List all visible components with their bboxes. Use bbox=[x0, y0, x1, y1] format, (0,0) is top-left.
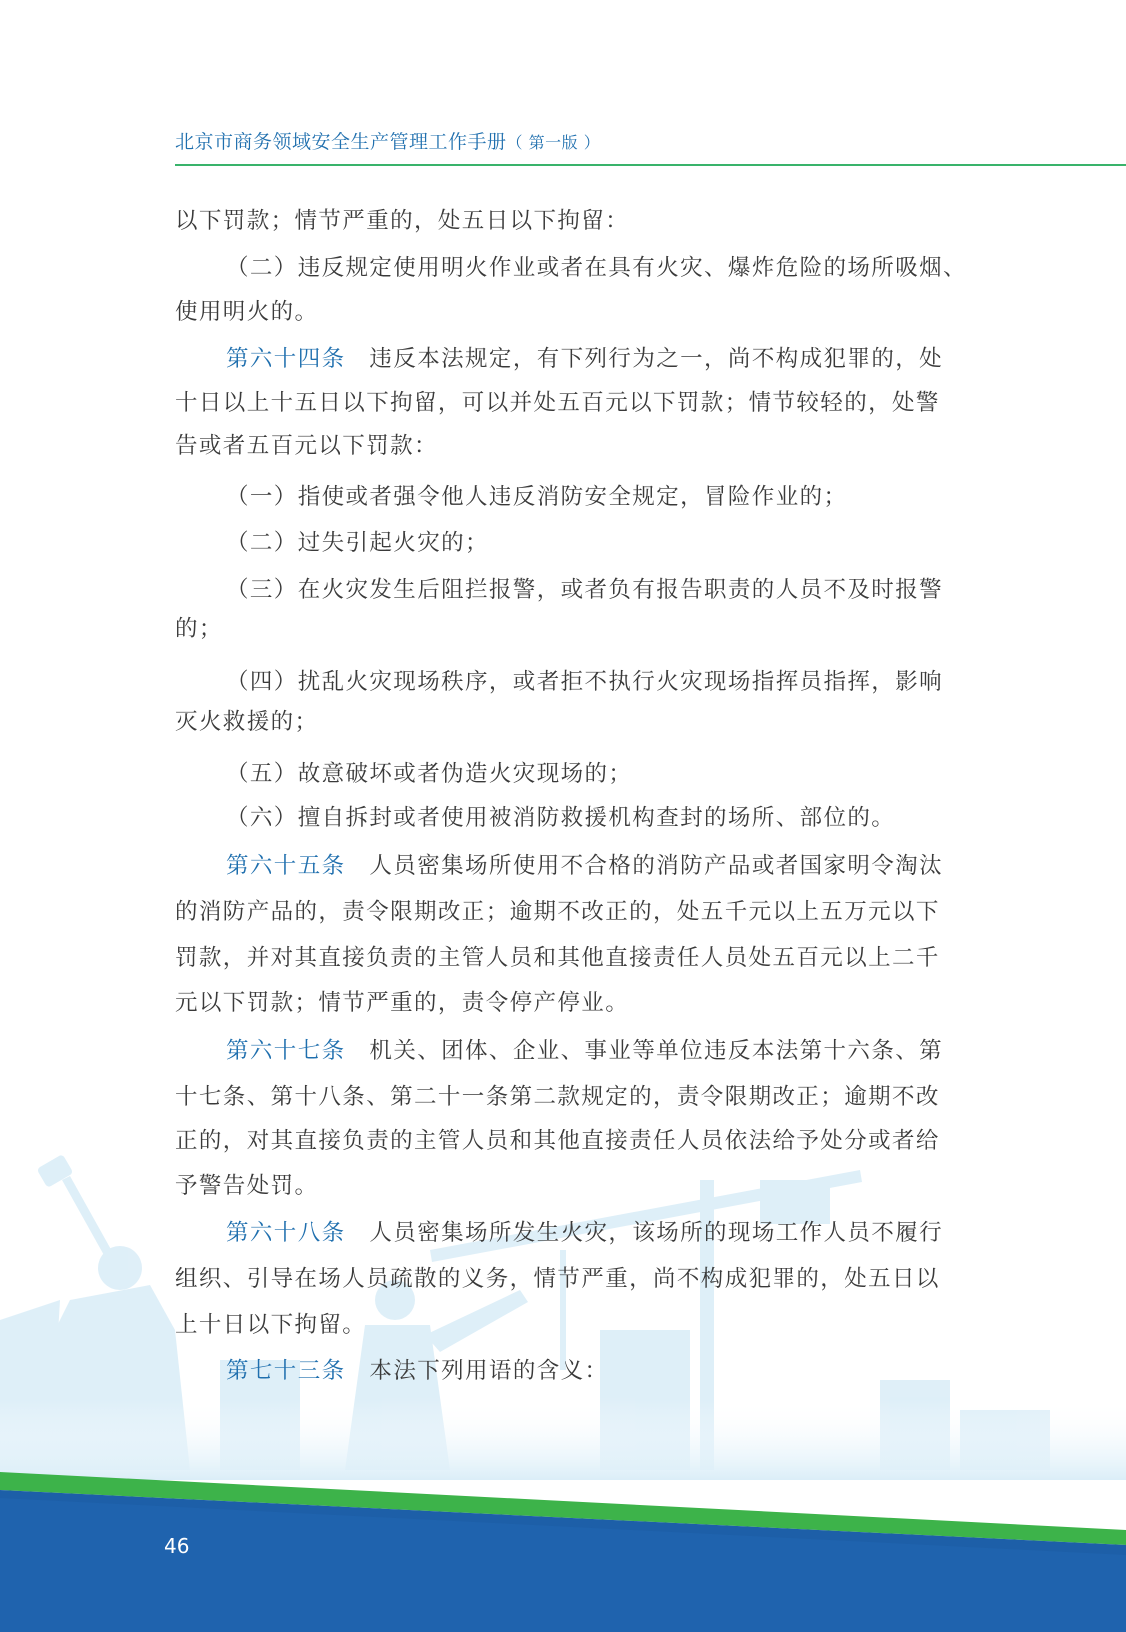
article-text: 机关、团体、企业、事业等单位违反本法第十六条、第 bbox=[369, 1038, 944, 1064]
article-label: 第六十四条 bbox=[226, 346, 346, 372]
article-67 bbox=[226, 1033, 943, 1065]
article-label: 第六十八条 bbox=[226, 1220, 346, 1246]
text-line: 的； bbox=[175, 616, 223, 642]
article-label: 第七十三条 bbox=[226, 1358, 346, 1384]
text-line: （四）扰乱火灾现场秩序，或者拒不执行火灾现场指挥员指挥，影响 bbox=[226, 669, 944, 695]
text-line: （二）违反规定使用明火作业或者在具有火灾、爆炸危险的场所吸烟、 bbox=[226, 255, 967, 281]
text-line: 上十日以下拘留。 bbox=[175, 1312, 367, 1338]
page-number: 46 bbox=[164, 1534, 190, 1558]
text-line: 正的，对其直接负责的主管人员和其他直接责任人员依法给予处分或者给 bbox=[175, 1128, 940, 1154]
article-label: 第六十五条 bbox=[226, 853, 346, 879]
text-line: （六）擅自拆封或者使用被消防救援机构查封的场所、部位的。 bbox=[226, 805, 896, 831]
header-divider bbox=[175, 164, 1126, 166]
text-line: 以下罚款；情节严重的，处五日以下拘留： bbox=[175, 208, 630, 234]
text-line: 罚款，并对其直接负责的主管人员和其他直接责任人员处五百元以上二千 bbox=[175, 945, 940, 971]
text-line: 告或者五百元以下罚款： bbox=[175, 433, 438, 459]
text-line: 元以下罚款；情节严重的，责令停产停业。 bbox=[175, 990, 630, 1016]
text-line: 十日以上十五日以下拘留，可以并处五百元以下罚款；情节较轻的，处警 bbox=[175, 390, 940, 416]
article-text: 本法下列用语的含义： bbox=[369, 1358, 609, 1384]
text-line: 十七条、第十八条、第二十一条第二款规定的，责令限期改正；逾期不改 bbox=[175, 1084, 940, 1110]
article-68 bbox=[226, 1215, 943, 1247]
text-line: 组织、引导在场人员疏散的义务，情节严重，尚不构成犯罪的，处五日以 bbox=[175, 1266, 940, 1292]
article-73 bbox=[226, 1353, 608, 1385]
header-title: 北京市商务领域安全生产管理工作手册（ 第一版 ） bbox=[175, 131, 601, 153]
text-line: （三）在火灾发生后阻拦报警，或者负有报告职责的人员不及时报警 bbox=[226, 577, 944, 603]
text-line: （二）过失引起火灾的； bbox=[226, 530, 489, 556]
article-65 bbox=[226, 848, 943, 880]
text-line: （一）指使或者强令他人违反消防安全规定，冒险作业的； bbox=[226, 484, 848, 510]
article-64 bbox=[226, 341, 943, 373]
article-label: 第六十七条 bbox=[226, 1038, 346, 1064]
text-line: 灭火救援的； bbox=[175, 709, 319, 735]
text-line: 的消防产品的，责令限期改正；逾期不改正的，处五千元以上五万元以下 bbox=[175, 899, 940, 925]
article-text: 人员密集场所使用不合格的消防产品或者国家明令淘汰 bbox=[369, 853, 944, 879]
header-edition: （ 第一版 ） bbox=[506, 133, 601, 152]
article-text: 违反本法规定，有下列行为之一，尚不构成犯罪的，处 bbox=[369, 346, 944, 372]
text-line: 使用明火的。 bbox=[175, 299, 319, 325]
text-line: （五）故意破坏或者伪造火灾现场的； bbox=[226, 761, 633, 787]
text-line: 予警告处罚。 bbox=[175, 1173, 319, 1199]
article-text: 人员密集场所发生火灾，该场所的现场工作人员不履行 bbox=[369, 1220, 944, 1246]
